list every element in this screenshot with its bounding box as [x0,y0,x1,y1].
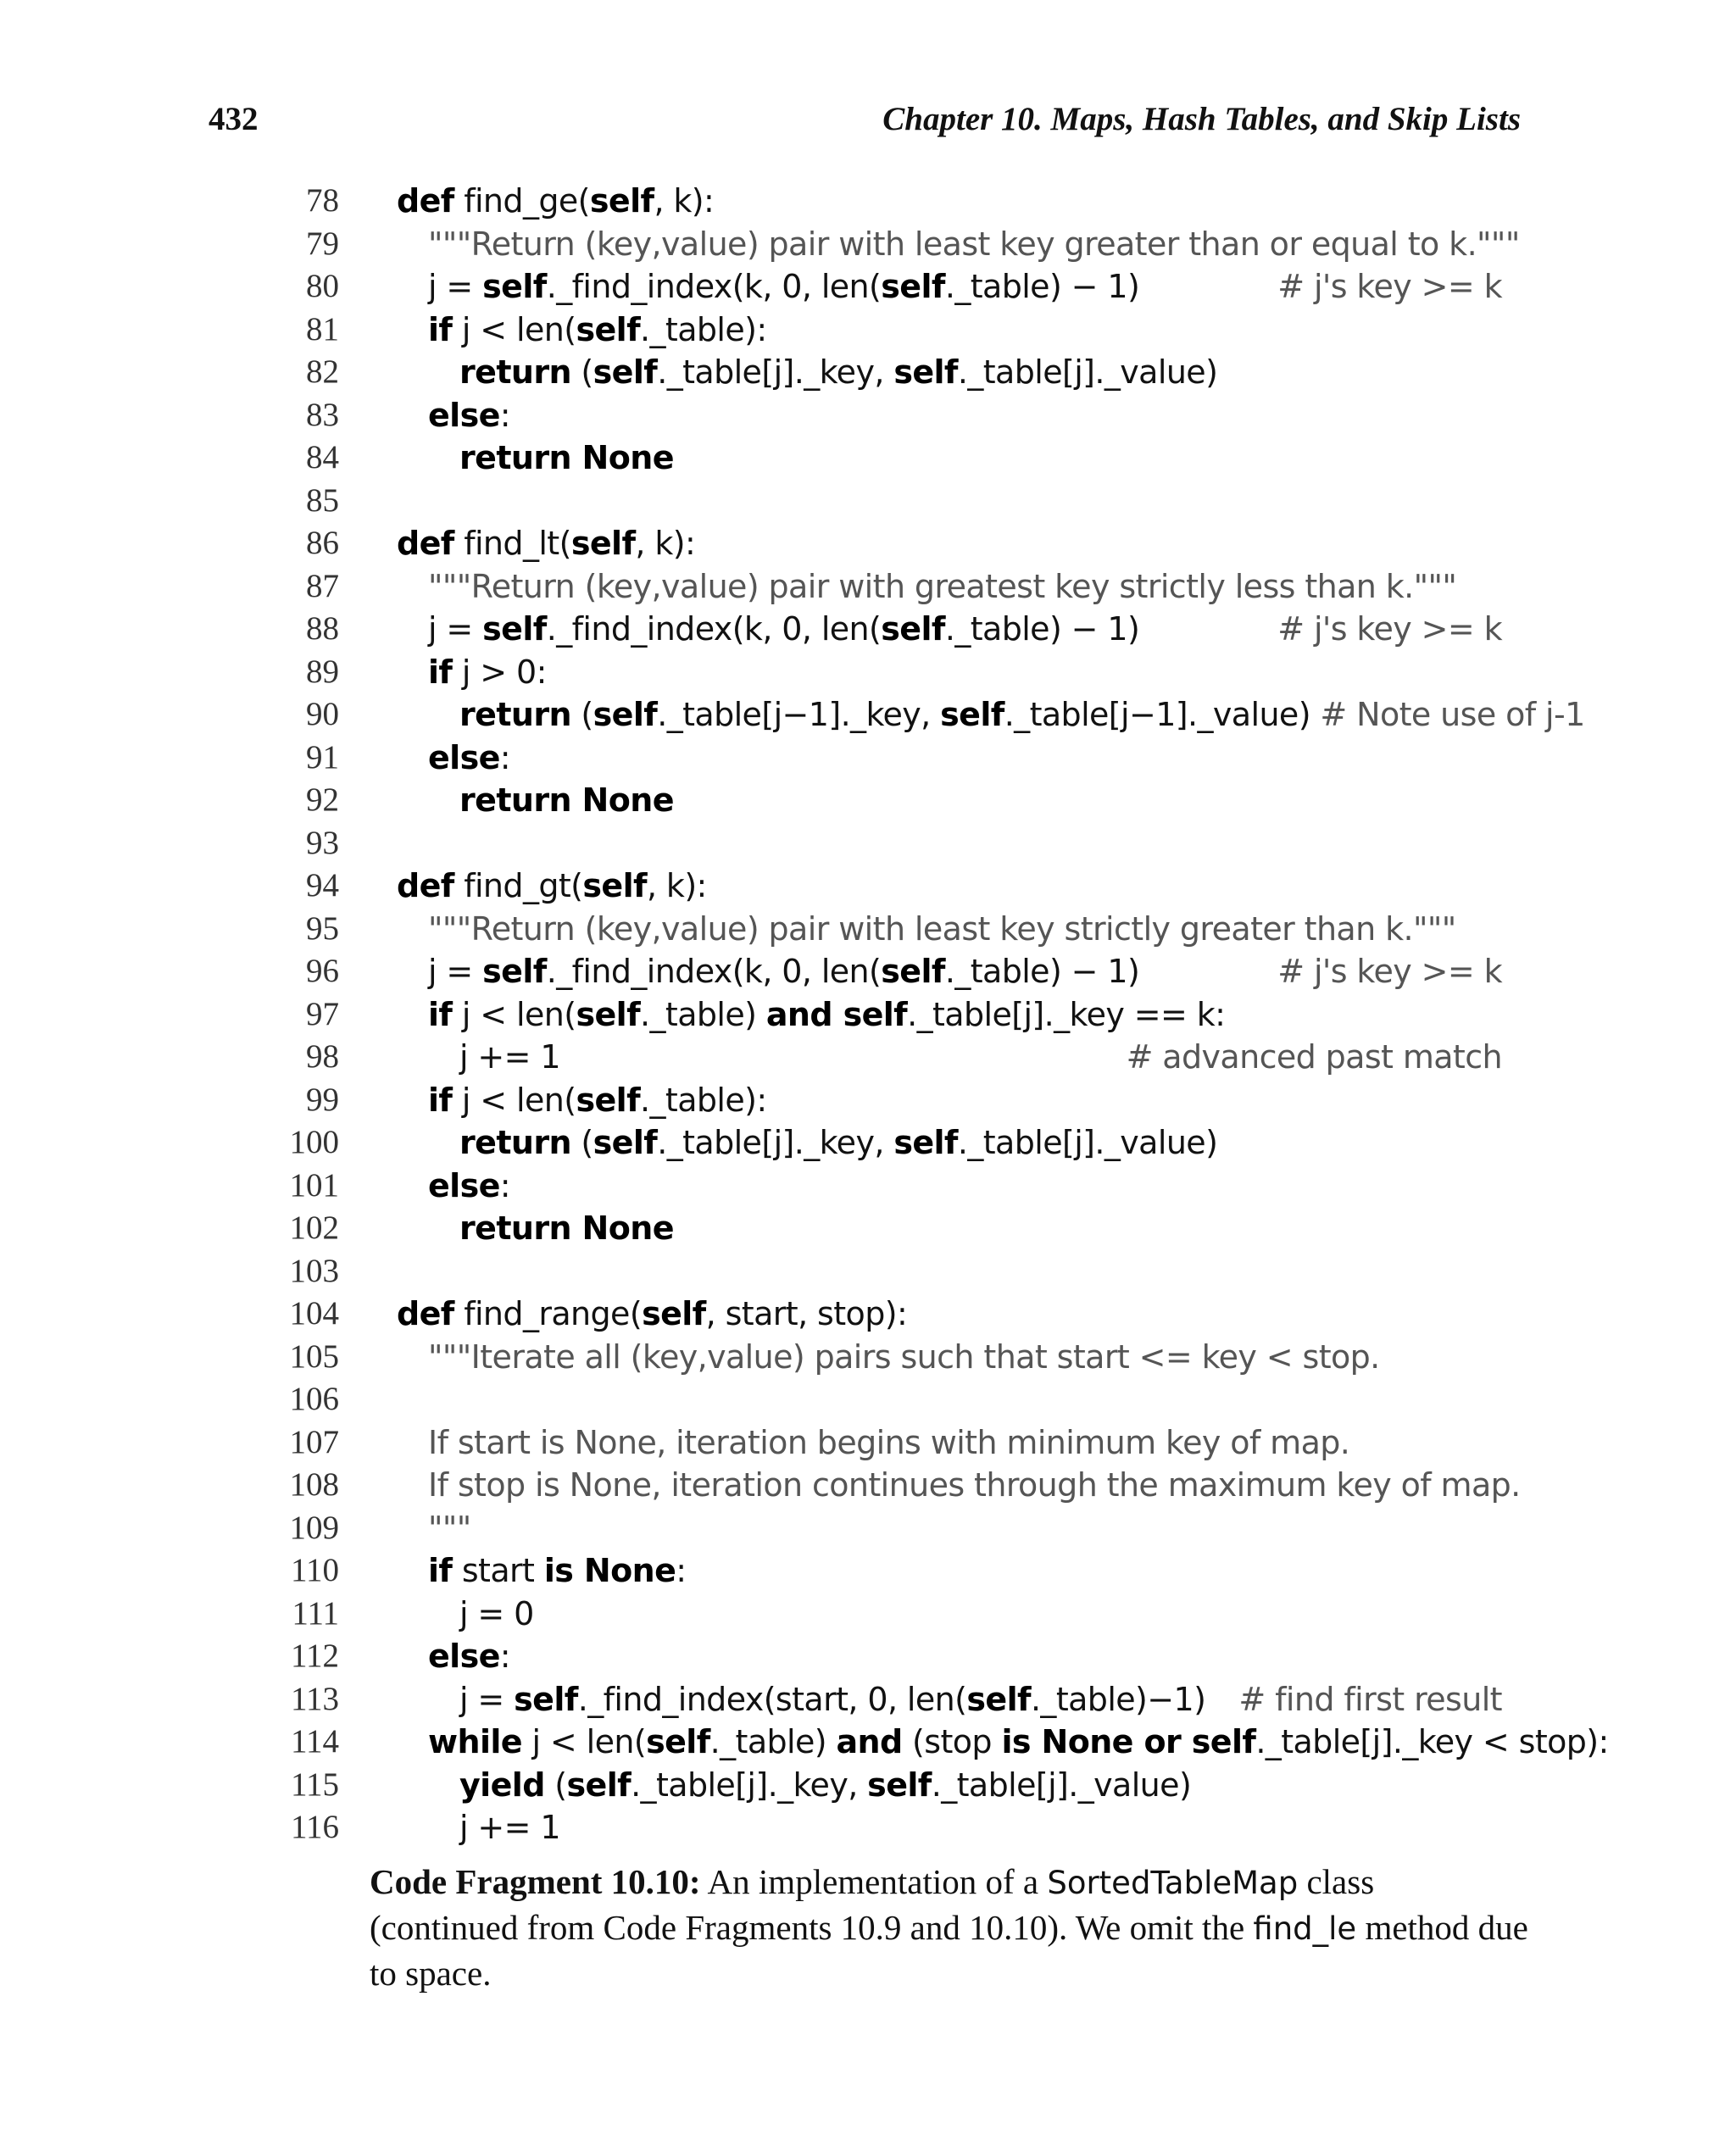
code-text: ._table): [640,1081,767,1119]
line-number: 113 [290,1680,339,1717]
code-keyword: self [582,867,647,904]
code-keyword: def [397,1295,454,1332]
code-line [0,522,1736,565]
code-keyword: self [593,353,658,391]
code-text: ._find_index(k, 0, len( [546,953,882,990]
code-line [0,1721,1736,1764]
code-text: j += 1 [459,1809,560,1846]
line-number: 109 [289,1509,339,1546]
line-number: 111 [292,1594,339,1632]
code-keyword: else [428,396,500,434]
caption-class-name: SortedTableMap [1047,1865,1299,1901]
line-code [459,1806,560,1849]
code-keyword: return None [459,1210,674,1247]
code-text: : [499,396,510,434]
code-keyword: else [428,1166,500,1204]
code-line [0,779,1736,822]
line-code [428,223,1520,265]
code-line [0,1036,1736,1079]
line-number: 106 [289,1381,339,1417]
code-text: : [676,1552,687,1589]
code-keyword: self [881,268,945,305]
code-string: """Return (key,value) pair with greatest key strictly less than k.""" [428,567,1457,605]
caption-label: Code Fragment 10.10: [370,1862,701,1901]
code-text: ._table) − 1) [944,268,1140,305]
line-code [428,309,767,351]
code-line [0,437,1736,480]
code-line [0,822,1736,865]
line-code [428,1507,471,1549]
line-code [428,1635,510,1677]
code-keyword: self [881,953,945,990]
code-line [0,1421,1736,1465]
code-keyword: return [459,1124,571,1161]
code-keyword: def [397,867,454,904]
line-number: 86 [306,525,339,561]
line-code [459,1207,674,1249]
code-text: : [499,1166,510,1204]
line-code [459,1593,534,1635]
code-line [0,309,1736,352]
code-text: ._table) − 1) [944,610,1140,648]
code-keyword: self [482,610,547,648]
code-text: ._find_index(k, 0, len( [546,268,882,305]
code-keyword: self [514,1680,578,1718]
code-keyword: self [646,1723,710,1760]
code-keyword: self [893,353,958,391]
line-code [428,265,1139,308]
code-line [0,394,1736,437]
line-code [428,608,1139,650]
line-number: 116 [290,1809,339,1845]
code-keyword: self [940,696,1004,733]
code-listing [0,180,1736,1849]
code-string: """Return (key,value) pair with least key greater than or equal to k.""" [428,225,1520,263]
code-line [0,265,1736,309]
code-text: j < len( [521,1723,647,1760]
caption-method-name: find_le [1253,1910,1357,1947]
code-text: j = [459,1680,515,1718]
line-number: 108 [289,1466,339,1503]
code-line [0,180,1736,223]
code-line [0,1593,1736,1636]
code-text: ( [570,353,593,391]
code-text: ._table): [640,310,767,348]
code-keyword: return [459,696,571,733]
code-keyword: if [428,995,453,1033]
code-text: ._table[j]._value) [957,353,1218,391]
code-string: If start is None, iteration begins with minimum key of map. [428,1423,1350,1461]
code-keyword: and self [765,995,908,1033]
code-keyword: if [428,1552,453,1589]
code-text: ._table) [709,1723,837,1760]
line-code [397,1293,907,1335]
code-keyword: self [642,1295,706,1332]
line-number: 94 [306,867,339,904]
code-text: (stop [902,1723,1002,1760]
line-number: 102 [289,1210,339,1246]
code-keyword: self [482,953,547,990]
code-text: ._table[j]._value) [957,1124,1218,1161]
code-text: j = [428,268,483,305]
code-keyword: if [428,653,453,691]
code-keyword: return [459,353,571,391]
line-code [428,993,1225,1036]
line-code [428,1421,1349,1464]
line-code [459,1036,560,1078]
line-number: 81 [306,310,339,348]
code-keyword: self [576,1081,641,1119]
code-string: If stop is None, iteration continues through the maximum key of map. [428,1466,1521,1504]
code-text: j < len( [452,995,576,1033]
line-code [459,351,1217,393]
line-code [428,1549,686,1592]
line-number: 88 [306,610,339,647]
line-number: 107 [289,1423,339,1460]
line-number: 103 [289,1252,339,1289]
code-line [0,737,1736,780]
code-string: """Iterate all (key,value) pairs such that start <= key < stop. [428,1337,1380,1376]
line-number: 96 [306,953,339,989]
code-keyword: return None [459,439,674,476]
line-number: 95 [306,909,339,947]
line-code [428,1464,1521,1506]
line-code [428,1079,767,1121]
code-text: find_range( [453,1295,643,1332]
code-line [0,565,1736,609]
code-fragment-caption [370,1860,1531,1995]
code-text: ( [544,1766,567,1804]
line-number: 89 [306,653,339,690]
code-text: ._table) − 1) [944,953,1140,990]
line-number: 80 [306,268,339,304]
code-line [0,1079,1736,1122]
code-text: ._table[j]._value) [931,1766,1192,1804]
line-number: 114 [290,1723,339,1760]
code-string: """ [428,1509,471,1547]
code-keyword: is None or self [1001,1723,1256,1760]
code-text: j < len( [452,1081,576,1119]
line-code [397,522,695,564]
code-line [0,223,1736,266]
code-keyword: if [428,1081,453,1119]
line-number: 99 [306,1081,339,1118]
code-text: ._find_index(k, 0, len( [546,610,882,648]
code-keyword: self [966,1680,1031,1718]
code-text: j < len( [452,310,576,348]
code-text: ._table[j]._key == k: [907,995,1226,1033]
code-keyword: self [881,610,945,648]
line-number: 110 [290,1552,339,1588]
line-number: 78 [306,182,339,219]
code-text: , k): [654,182,715,220]
code-comment: # j's key >= k [1277,610,1502,648]
code-text: : [499,738,510,776]
line-number: 84 [306,439,339,475]
code-comment: # j's key >= k [1277,953,1502,990]
code-text: , k): [635,525,696,562]
code-string: # Note use of j-1 [1320,696,1585,733]
chapter-title: Chapter 10. Maps, Hash Tables, and Skip Lists [882,101,1521,137]
line-code [459,1678,1205,1721]
code-keyword: self [893,1124,958,1161]
line-code [397,180,714,222]
line-number: 90 [306,696,339,732]
line-code [428,565,1456,608]
code-keyword: self [593,696,658,733]
code-line [0,1165,1736,1208]
code-text: ._table[j−1]._value) [1004,696,1321,733]
code-comment: # advanced past match [1126,1038,1502,1076]
code-line [0,1207,1736,1250]
code-text: j = [428,953,483,990]
line-code [428,950,1139,993]
code-text: ._table[j]._key, [657,1124,894,1161]
code-line [0,1121,1736,1165]
line-code [459,1764,1191,1806]
code-keyword: self [566,1766,632,1804]
code-keyword: self [867,1766,932,1804]
line-code [428,737,510,779]
code-text: ._find_index(start, 0, len( [577,1680,967,1718]
code-text: , start, stop): [705,1295,908,1332]
code-string: """Return (key,value) pair with least key strictly greater than k.""" [428,909,1456,948]
code-text: : [499,1638,510,1675]
code-keyword: while [428,1723,522,1760]
code-line [0,1250,1736,1293]
code-keyword: else [428,738,500,776]
page-header [209,100,1521,151]
code-text: start [452,1552,544,1589]
code-text: j = 0 [459,1594,534,1632]
code-keyword: if [428,310,453,348]
line-code [459,1121,1217,1164]
code-line [0,1507,1736,1550]
code-line [0,1678,1736,1721]
code-line [0,351,1736,394]
line-number: 105 [289,1337,339,1375]
code-line [0,1764,1736,1807]
code-text: ._table[j]._key, [631,1766,868,1804]
line-code [428,1165,510,1207]
code-keyword: yield [459,1766,545,1804]
code-line [0,1293,1736,1336]
code-keyword: def [397,182,454,220]
line-number: 85 [306,481,339,519]
code-text: find_lt( [453,525,571,562]
line-number: 92 [306,781,339,818]
code-text: ._table)−1) [1030,1680,1206,1718]
code-text: ._table[j−1]._key, [657,696,941,733]
code-text: ._table[j]._key, [657,353,894,391]
line-number: 79 [306,225,339,262]
code-line [0,1378,1736,1421]
line-number: 100 [289,1124,339,1160]
line-code [428,394,510,437]
line-number: 115 [290,1766,339,1803]
line-code [459,437,674,479]
code-keyword: def [397,525,454,562]
code-comment: # find first result [1238,1680,1502,1718]
code-text: ._table[j]._key < stop): [1255,1723,1609,1760]
code-keyword: self [570,525,636,562]
code-line [0,480,1736,523]
code-keyword: else [428,1638,500,1675]
code-text: ._table) [640,995,766,1033]
code-keyword: is None [543,1552,676,1589]
code-keyword: return None [459,781,674,819]
line-code [428,651,547,693]
line-code [459,693,1585,736]
code-text: find_gt( [453,867,583,904]
code-line [0,1549,1736,1593]
code-line [0,1806,1736,1849]
line-code [428,1336,1380,1378]
code-keyword: self [593,1124,658,1161]
code-text: j > 0: [452,653,547,691]
code-keyword: self [482,268,547,305]
code-keyword: self [589,182,654,220]
line-number: 112 [290,1638,339,1674]
code-line [0,693,1736,737]
code-line [0,608,1736,651]
code-line [0,651,1736,694]
code-keyword: and [836,1723,903,1760]
line-code [459,779,674,821]
code-text: find_ge( [453,182,590,220]
caption-text-middle: class (continued from Code Fragments 10.9 and 10.10). We omit the [370,1862,1375,1947]
code-text: , k): [646,867,707,904]
page-number: 432 [209,101,259,137]
line-number: 101 [289,1166,339,1204]
line-code [428,1721,1609,1763]
code-text: ( [570,696,593,733]
code-keyword: self [576,995,641,1033]
line-number: 97 [306,995,339,1032]
code-text: j += 1 [459,1038,560,1076]
line-code [397,865,707,907]
code-line [0,1464,1736,1507]
caption-text-after: method due to space. [370,1908,1528,1993]
line-number: 93 [306,824,339,861]
code-line [0,865,1736,908]
code-text: j = [428,610,483,648]
line-number: 82 [306,353,339,390]
code-line [0,1336,1736,1379]
code-text: ( [570,1124,593,1161]
code-comment: # j's key >= k [1277,268,1502,305]
line-number: 104 [289,1295,339,1332]
code-line [0,908,1736,951]
line-number: 87 [306,567,339,604]
line-number: 91 [306,738,339,776]
caption-text-before: An implementation of a [700,1862,1048,1901]
line-code [428,908,1456,950]
code-line [0,950,1736,993]
code-line [0,1635,1736,1678]
line-number: 83 [306,396,339,433]
code-line [0,993,1736,1037]
line-number: 98 [306,1038,339,1075]
code-keyword: self [576,310,641,348]
